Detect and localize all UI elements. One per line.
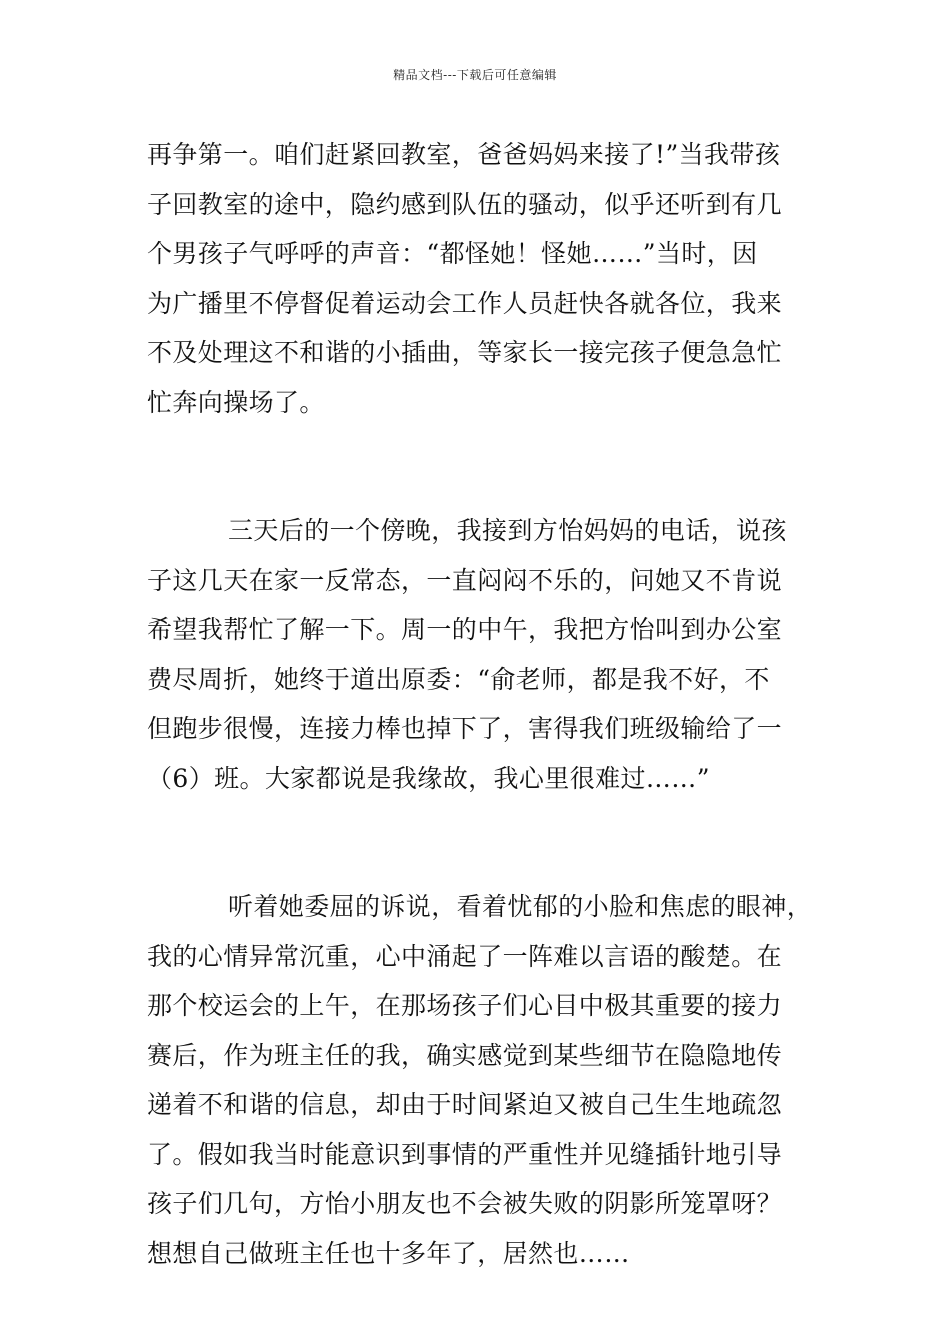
text-line: 个男孩子气呼呼的声音：“都怪她！怪她……”当时，因: [147, 239, 758, 268]
text-line: 递着不和谐的信息，却由于时间紧迫又被自己生生地疏忽: [147, 1090, 783, 1119]
text-line: 子这几天在家一反常态，一直闷闷不乐的，问她又不肯说: [147, 565, 783, 595]
text-line: 为广播里不停督促着运动会工作人员赶快各就各位，我来: [147, 288, 783, 318]
paragraph-1: [147, 130, 827, 427]
text-line: （6）班。大家都说是我缘故，我心里很难过……”: [147, 763, 710, 793]
page-header: 精品文档---下载后可任意编辑: [393, 68, 557, 82]
text-line: 赛后，作为班主任的我，确实感觉到某些细节在隐隐地传: [147, 1040, 783, 1070]
text-line: 三天后的一个傍晚，我接到方怡妈妈的电话，说孩: [228, 516, 787, 545]
text-line: 费尽周折，她终于道出原委：“俞老师，都是我不好，不: [147, 664, 770, 694]
text-line: 孩子们几句，方怡小朋友也不会被失败的阴影所笼罩呀？: [147, 1189, 783, 1218]
paragraph-3: [147, 882, 827, 1278]
text-line: 想想自己做班主任也十多年了，居然也……: [147, 1238, 630, 1268]
text-line: 希望我帮忙了解一下。周一的中午，我把方怡叫到办公室: [147, 615, 783, 644]
text-line: 不及处理这不和谐的小插曲，等家长一接完孩子便急急忙: [147, 338, 783, 367]
paragraph-spacer: [147, 803, 827, 882]
text-line: 再争第一。咱们赶紧回教室，爸爸妈妈来接了!”当我带孩: [147, 140, 781, 169]
text-line: 忙奔向操场了。: [147, 387, 325, 417]
text-line: 我的心情异常沉重，心中涌起了一阵难以言语的酸楚。在: [147, 941, 783, 971]
text-line: 听着她委屈的诉说，看着忧郁的小脸和焦虑的眼神，: [228, 892, 813, 921]
text-line: 那个校运会的上午，在那场孩子们心目中极其重要的接力: [147, 991, 783, 1020]
document-body: [147, 130, 827, 1278]
text-line: 但跑步很慢，连接力棒也掉下了，害得我们班级输给了一: [147, 714, 783, 743]
paragraph-spacer: [147, 427, 827, 506]
paragraph-2: [147, 506, 827, 803]
text-line: 了。假如我当时能意识到事情的严重性并见缝插针地引导: [147, 1139, 783, 1169]
text-line: 子回教室的途中，隐约感到队伍的骚动，似乎还听到有几: [147, 189, 783, 219]
